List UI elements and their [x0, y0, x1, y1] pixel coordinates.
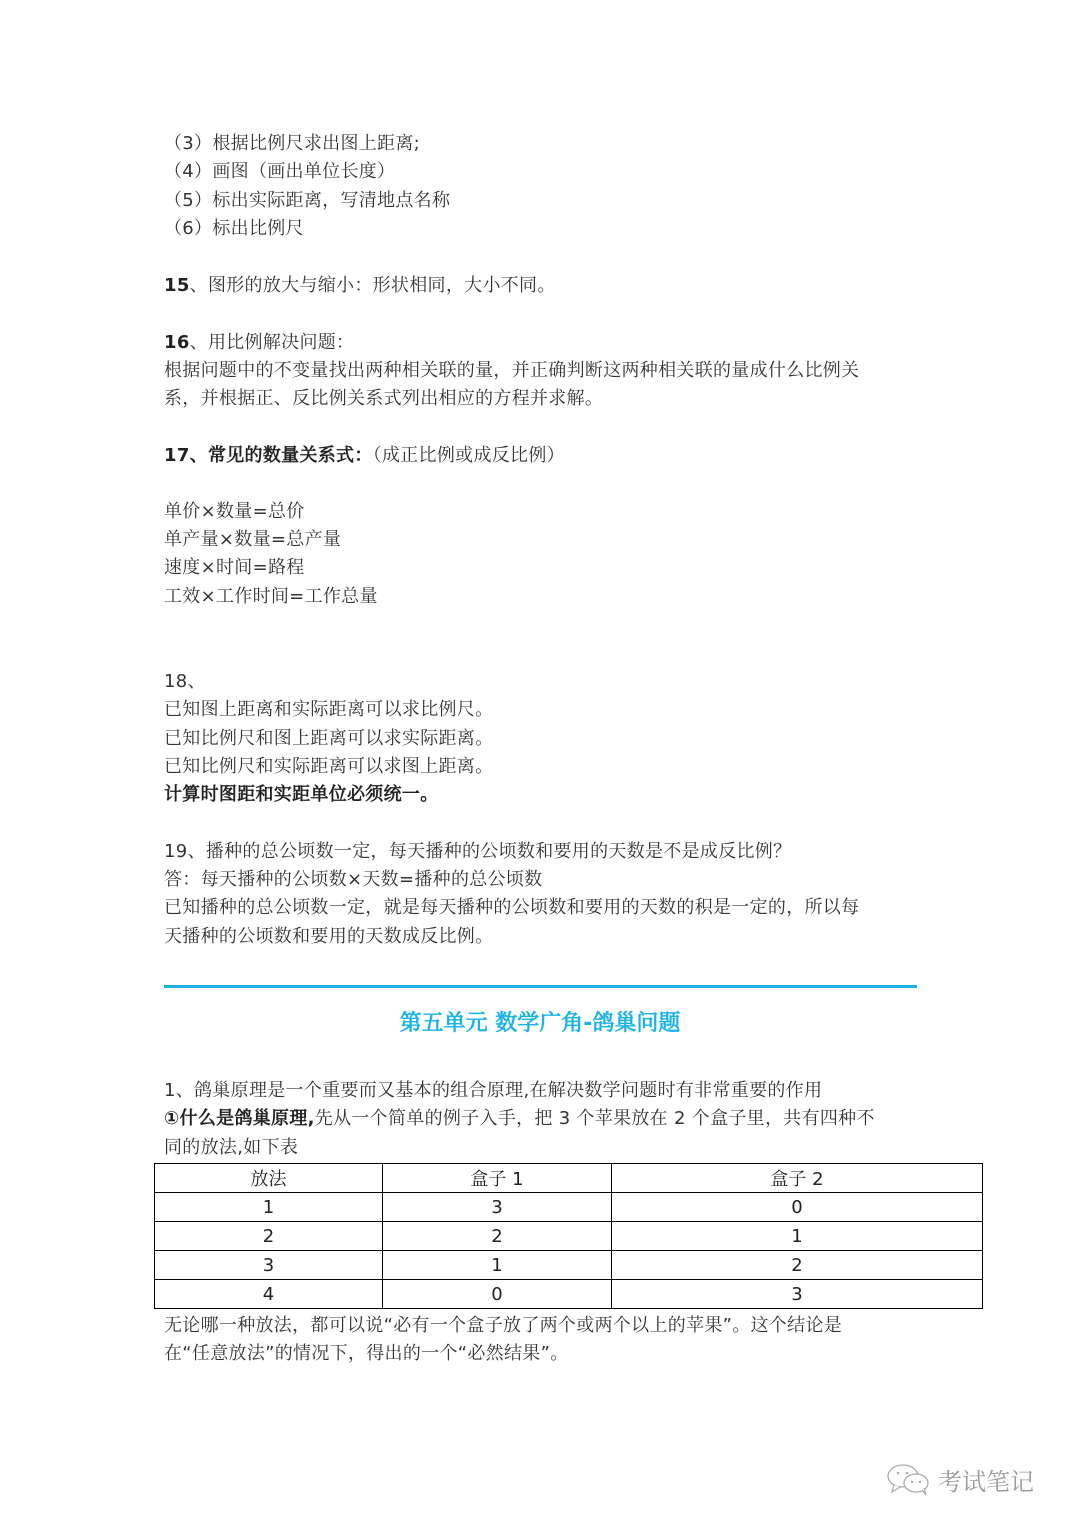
item-17-heading: [164, 444, 565, 468]
item-16-body-2: 系，并根据正、反比例关系式列出相应的方程并求解。: [164, 388, 604, 409]
watermark: [886, 1462, 1034, 1497]
item-16-heading: [164, 331, 354, 355]
cell: 3: [155, 1251, 383, 1280]
header-box-2: 盒子 2: [612, 1164, 983, 1193]
formula: 单价×数量=总价: [164, 501, 305, 522]
formula: 速度×时间=路程: [164, 557, 305, 578]
para-2: [164, 1107, 875, 1131]
para-2-bold: ①什么是鸽巢原理,: [164, 1108, 315, 1129]
table-row: [155, 1280, 983, 1309]
table-row: [155, 1193, 983, 1222]
cell: 2: [155, 1222, 383, 1251]
cell: 3: [612, 1280, 983, 1309]
para-1: 1、鸽巢原理是一个重要而又基本的组合原理,在解决数学问题时有非常重要的作用: [164, 1080, 823, 1101]
item-19-answer: 答：每天播种的公顷数×天数=播种的总公顷数: [164, 869, 543, 890]
step-5: （5）标出实际距离，写清地点名称: [164, 190, 451, 211]
conclusion-1: 无论哪一种放法，都可以说“必有一个盒子放了两个或两个以上的苹果”。这个结论是: [164, 1315, 843, 1336]
item-15-num: 15: [164, 275, 190, 296]
item-15: [164, 274, 556, 298]
item-18-bold: 计算时图距和实距单位必须统一。: [164, 784, 439, 805]
formula: 工效×工作时间=工作总量: [164, 586, 378, 607]
step-4: （4）画图（画出单位长度）: [164, 161, 396, 182]
para-2-text: 先从一个简单的例子入手，把 3 个苹果放在 2 个盒子里，共有四种不: [314, 1108, 875, 1129]
header-method: 放法: [155, 1164, 383, 1193]
cell: 4: [155, 1280, 383, 1309]
cell: 3: [383, 1193, 612, 1222]
item-16-text: 、用比例解决问题：: [189, 332, 355, 353]
formula: 单产量×数量=总产量: [164, 529, 342, 550]
placement-table: [154, 1163, 983, 1309]
item-19-question: 19、播种的总公顷数一定，每天播种的公顷数和要用的天数是不是成反比例？: [164, 841, 792, 862]
watermark-text: 考试笔记: [938, 1468, 1034, 1496]
item-16-num: 16: [164, 332, 190, 353]
table-row: [155, 1251, 983, 1280]
item-18-line: 已知比例尺和实际距离可以求图上距离。: [164, 756, 494, 777]
item-18-line: 已知图上距离和实际距离可以求比例尺。: [164, 699, 494, 720]
item-17-note: （成正比例或成反比例）: [372, 445, 565, 466]
item-17-head: 17、常见的数量关系式：: [164, 445, 373, 466]
section-divider: [164, 985, 917, 988]
conclusion-2: 在“任意放法”的情况下，得出的一个“必然结果”。: [164, 1343, 569, 1364]
item-18-heading: 18、: [164, 671, 206, 692]
item-19-explain-1: 已知播种的总公顷数一定，就是每天播种的公顷数和要用的天数的积是一定的，所以每: [164, 897, 860, 918]
step-6: （6）标出比例尺: [164, 218, 304, 239]
item-18-line: 已知比例尺和图上距离可以求实际距离。: [164, 728, 494, 749]
cell: 2: [612, 1251, 983, 1280]
wechat-icon: [886, 1463, 932, 1497]
item-15-text: 、图形的放大与缩小：形状相同，大小不同。: [189, 275, 556, 296]
cell: 0: [612, 1193, 983, 1222]
cell: 2: [383, 1222, 612, 1251]
item-16-body-1: 根据问题中的不变量找出两种相关联的量，并正确判断这两种相关联的量成什么比例关: [164, 360, 860, 381]
cell: 1: [383, 1251, 612, 1280]
table-header-row: [155, 1164, 983, 1193]
item-19-explain-2: 天播种的公顷数和要用的天数成反比例。: [164, 926, 494, 947]
table-row: [155, 1222, 983, 1251]
cell: 1: [612, 1222, 983, 1251]
cell: 0: [383, 1280, 612, 1309]
step-3: （3）根据比例尺求出图上距离;: [164, 133, 421, 154]
header-box-1: 盒子 1: [383, 1164, 612, 1193]
unit-title: 第五单元 数学广角-鸽巢问题: [399, 1011, 681, 1036]
cell: 1: [155, 1193, 383, 1222]
para-3: 同的放法,如下表: [164, 1137, 299, 1158]
